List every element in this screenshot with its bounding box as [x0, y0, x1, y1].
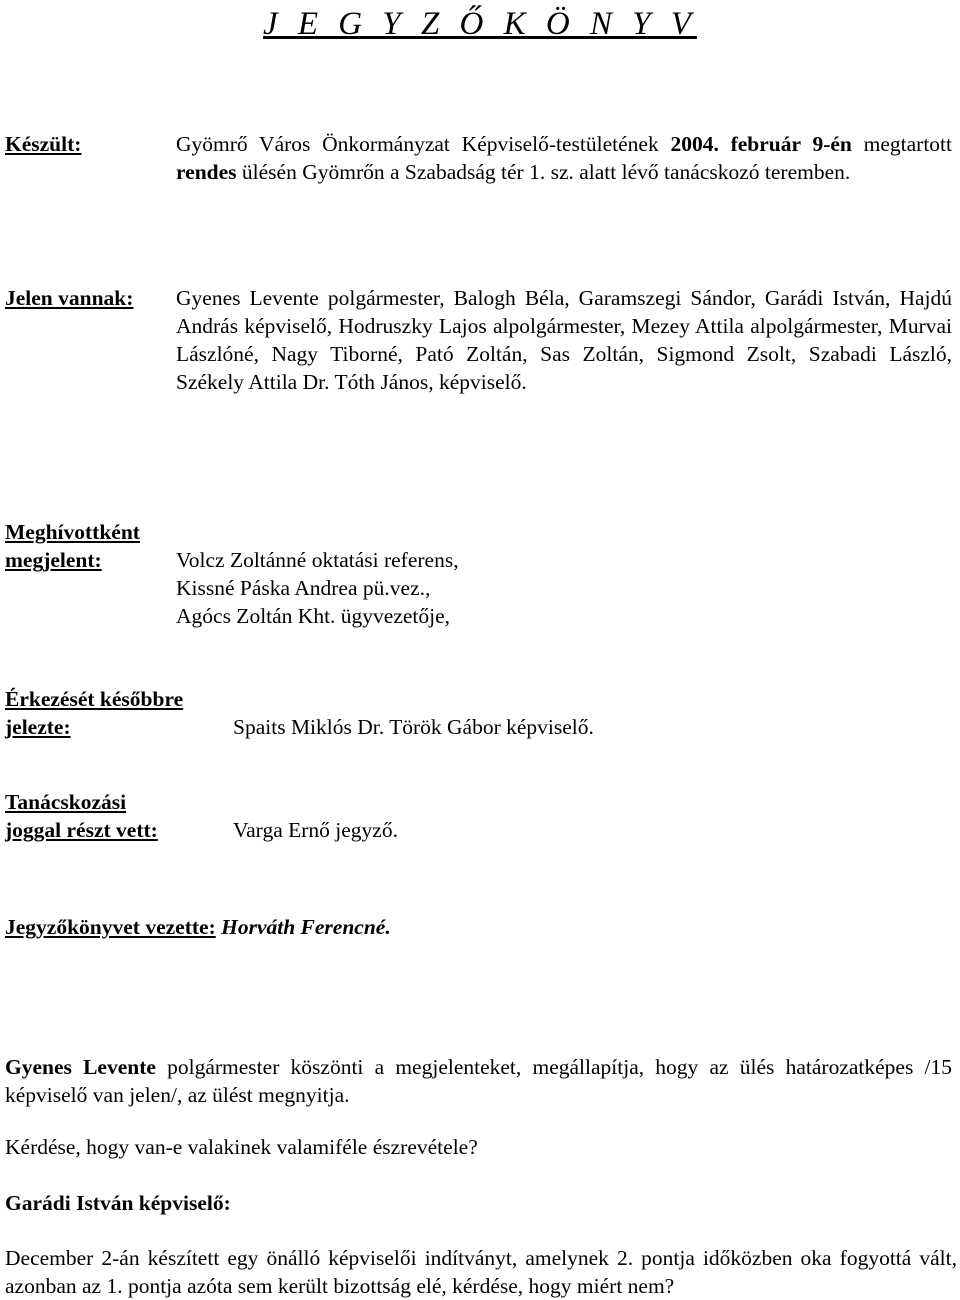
meghivott-line-3: Agócs Zoltán Kht. ügyvezetője, [176, 604, 451, 628]
jelen-label: Jelen vannak: [5, 286, 134, 310]
meeting-type: rendes [176, 160, 237, 184]
erkezes-label-1: Érkezését későbbre [5, 687, 184, 711]
meeting-date: 2004. február 9-én [670, 132, 852, 156]
question-paragraph: Kérdése, hogy van-e valakinek valamiféle észrevétele? [5, 1135, 478, 1159]
document-title: J E G Y Z Ő K Ö N Y V [262, 6, 698, 42]
erkezes-label-2: jelezte: [5, 715, 71, 739]
jegyzokonyv-label: Jegyzőkönyvet vezette: [5, 915, 216, 939]
jegyzokonyv-line [5, 913, 391, 941]
jelen-text: Gyenes Levente polgármester, Balogh Béla, Garamszegi Sándor, Garádi István, Hajdú András képviselő, Hodruszky Lajos alpolgármester, Mezey Attila alpolgármester, Murvai Lászlóné, Nagy Tiborné, Pató Zoltán, Sas Zoltán, Sigmond Zsolt, Szabadi László, Székely Attila Dr. Tóth János, képviselő. [176, 286, 952, 394]
speaker-paragraph: December 2-án készített egy önálló képviselői indítványt, amelynek 2. pontja időközben oka fogyottá vált, azonban az 1. pontja azóta sem került bizottság elé, kérdése, hogy miért nem? [5, 1246, 957, 1298]
meghivott-label-2: megjelent: [5, 548, 102, 572]
keszult-text-3: ülésén Gyömrőn a Szabadság tér 1. sz. alatt lévő tanácskozó teremben. [236, 160, 851, 184]
meghivott-line-1: Volcz Zoltánné oktatási referens, [176, 548, 459, 572]
keszult-label: Készült: [5, 132, 82, 156]
tanacskozasi-label-1: Tanácskozási [5, 790, 127, 814]
mayor-name: Gyenes Levente [5, 1055, 156, 1079]
meghivott-label-1: Meghívottként [5, 520, 140, 544]
keszult-text [176, 130, 952, 186]
erkezes-text: Spaits Miklós Dr. Török Gábor képviselő. [233, 715, 594, 739]
jegyzokonyv-name: Horváth Ferencné. [215, 915, 391, 939]
opening-paragraph [5, 1053, 952, 1109]
speaker-label: Garádi István képviselő: [5, 1191, 231, 1215]
keszult-text-1: Gyömrő Város Önkormányzat Képviselő-testületének [176, 132, 671, 156]
tanacskozasi-label-2: joggal részt vett: [5, 818, 158, 842]
tanacskozasi-text: Varga Ernő jegyző. [233, 818, 398, 842]
meghivott-line-2: Kissné Páska Andrea pü.vez., [176, 576, 431, 600]
keszult-text-2: megtartott [851, 132, 952, 156]
opening-text: polgármester köszönti a megjelenteket, megállapítja, hogy az ülés határozatképes /15 képviselő van jelen/, az ülést megnyitja. [5, 1055, 953, 1107]
